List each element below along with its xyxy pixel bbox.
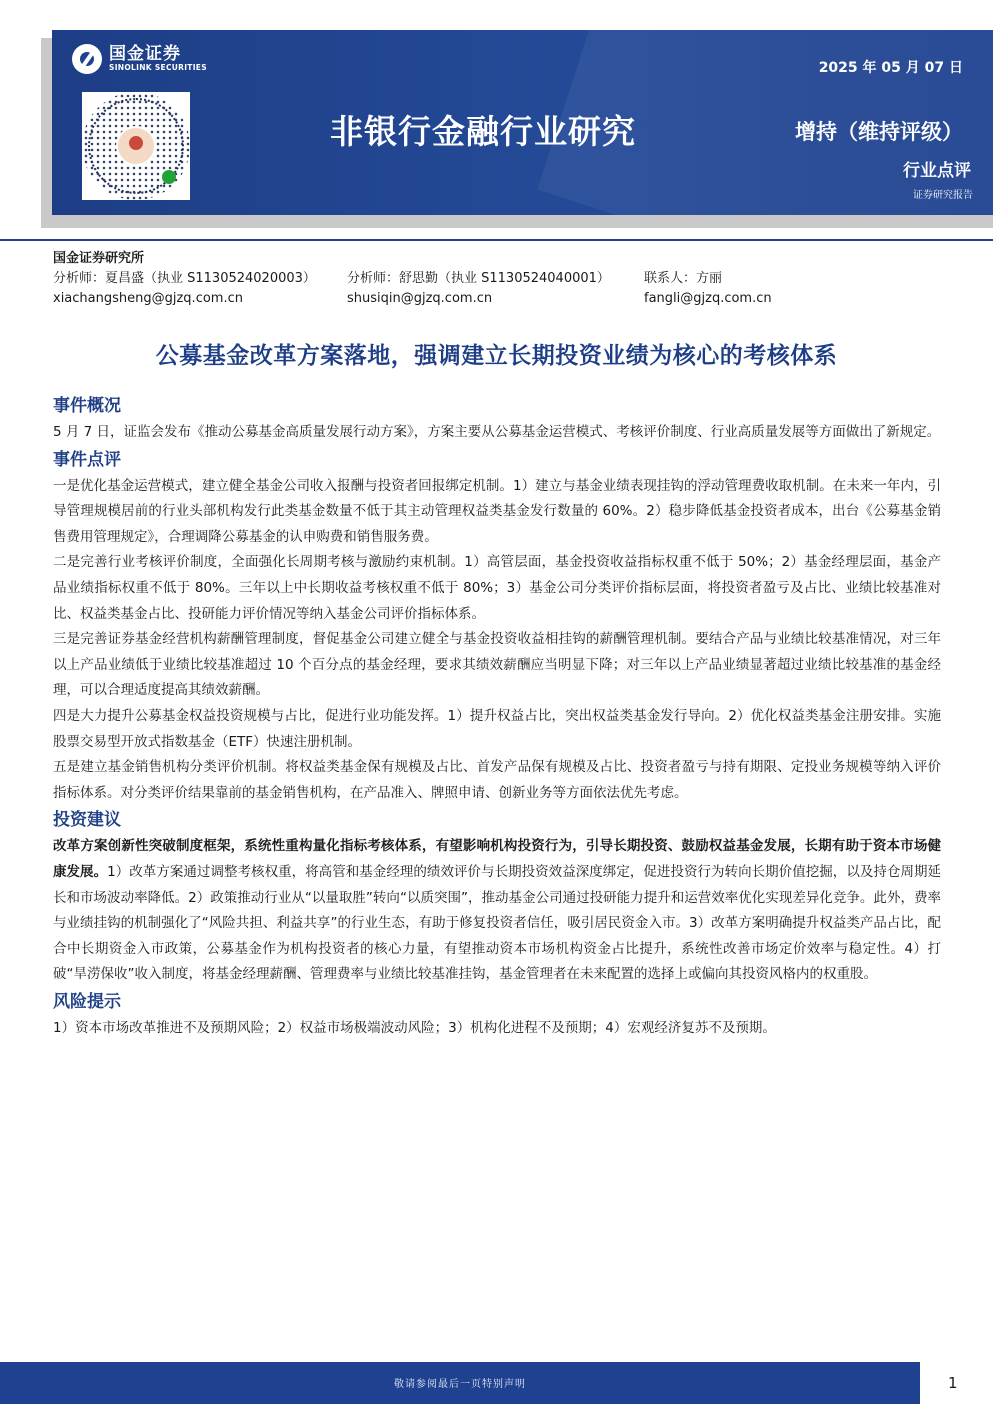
contact-person: 联系人：方丽 [644, 271, 723, 286]
comment-paragraph-1: 一是优化基金运营模式，建立健全基金公司收入报酬与投资者回报绑定机制。1）建立与基金业绩表现挂钩的浮动管理费收取机制。在未来一年内，引导管理规模居前的行业头部机构发行此类基金数量不低于其主动管理权益类基金发行数量的 60%。2）稳步降低基金投资者成本，出台《公募基金销售费用管理规定》，合理调降公募基金的认申购费和销售服务费。 [53, 477, 941, 545]
footer-disclaimer-note: 敬请参阅最后一页特别声明 [394, 1379, 526, 1390]
page-number: 1 [948, 1374, 958, 1392]
report-type: 行业点评 [903, 161, 971, 181]
report-subtype: 证券研究报告 [913, 190, 973, 201]
contact-email[interactable]: fangli@gjzq.com.cn [644, 291, 772, 306]
analyst-2-email[interactable]: shusiqin@gjzq.com.cn [347, 291, 493, 306]
report-headline: 公募基金改革方案落地，强调建立长期投资业绩为核心的考核体系 [155, 343, 838, 369]
company-logo [72, 44, 207, 74]
comment-paragraph-2: 二是完善行业考核评价制度，全面强化长周期考核与激励约束机制。1）高管层面，基金投资收益指标权重不低于 50%；2）基金经理层面，基金产品业绩指标权重不低于 80%。三年以上中长期收益考核权重不低于 80%；3）基金公司分类评价指标层面，将投资者盈亏及占比、业绩比较基准对比、权益类基金占比、投研能力评价情况等纳入基金公司评价指标体系。 [53, 554, 941, 622]
advice-paragraph [53, 834, 941, 988]
report-date: 2025 年 05 月 07 日 [818, 60, 963, 76]
comment-paragraph-5: 五是建立基金销售机构分类评价机制。将权益类基金保有规模及占比、首发产品保有规模及占比、投资者盈亏与持有期限、定投业务规模等纳入评价指标体系。对分类评价结果靠前的基金销售机构，在产品准入、牌照申请、创新业务等方面依法优先考虑。 [53, 759, 941, 801]
section-heading-risk: 风险提示 [53, 991, 121, 1012]
analyst-block [53, 249, 953, 309]
risk-paragraph: 1）资本市场改革推进不及预期风险；2）权益市场极端波动风险；3）机构化进程不及预期；4）宏观经济复苏不及预期。 [53, 1019, 776, 1036]
section-heading-overview: 事件概况 [53, 396, 121, 416]
overview-paragraph: 5 月 7 日，证监会发布《推动公募基金高质量发展行动方案》，方案主要从公募基金运营模式、考核评价制度、行业高质量发展等方面做出了新规定。 [53, 424, 941, 440]
report-body [53, 392, 941, 1041]
rating: 增持（维持评级） [795, 120, 963, 144]
institute-name: 国金证券研究所 [53, 251, 145, 266]
section-heading-comment: 事件点评 [53, 449, 121, 470]
qr-code-icon [82, 92, 190, 200]
header-banner [52, 30, 993, 215]
advice-key-point: 改革方案创新性突破制度框架，系统性重构量化指标考核体系，有望影响机构投资行为，引导长期投资、鼓励权益基金发展，长期有助于资本市场健康发展。 [53, 838, 941, 880]
comment-paragraph-4: 四是大力提升公募基金权益投资规模与占比，促进行业功能发挥。1）提升权益占比，突出权益类基金发行导向。2）优化权益类基金注册安排。实施股票交易型开放式指数基金（ETF）快速注册机制。 [53, 707, 941, 750]
advice-detail: 1）改革方案通过调整考核权重，将高管和基金经理的绩效评价与长期投资效益深度绑定，促进投资行为转向长期价值挖掘，以及持仓周期延长和市场波动率降低。2）政策推动行业从“以量取胜”转向“以质突围”，推动基金公司通过投研能力提升和运营效率优化实现差异化竞争。此外，费率与业绩挂钩的机制强化了“风险共担、利益共享”的行业生态，有助于修复投资者信任，吸引居民资金入市。3）改革方案明确提升权益类产品占比，配合中长期资金入市政策，公募基金作为机构投资者的核心力量，有望推动资本市场机构资金占比提升，系统性改善市场定价效率与稳定性。4）打破“旱涝保收”收入制度，将基金经理薪酬、管理费率与业绩比较基准挂钩，基金管理者在未来配置的选择上或偏向其投资风格内的权重股。 [53, 863, 942, 983]
analyst-1: 分析师：夏昌盛（执业 S1130524020003） [53, 271, 316, 286]
header-divider [0, 239, 993, 241]
analyst-2: 分析师：舒思勤（执业 S1130524040001） [347, 271, 610, 286]
report-category-title: 非银行金融行业研究 [330, 112, 636, 151]
logo-name-cn: 国金证券 [109, 44, 181, 64]
logo-name-en: SINOLINK SECURITIES [109, 63, 207, 72]
section-heading-advice: 投资建议 [53, 810, 121, 831]
logo-mark-icon [72, 44, 102, 74]
comment-paragraph-3: 三是完善证券基金经营机构薪酬管理制度，督促基金公司建立健全与基金投资收益相挂钩的薪酬管理机制。要结合产品与业绩比较基准情况，对三年以上产品业绩低于业绩比较基准超过 10 个百分点的基金经理，要求其绩效薪酬应当明显下降；对三年以上产品业绩显著超过业绩比较基准的基金经理，可以合理适度提高其绩效薪酬。 [53, 631, 941, 699]
analyst-1-email[interactable]: xiachangsheng@gjzq.com.cn [53, 291, 243, 306]
